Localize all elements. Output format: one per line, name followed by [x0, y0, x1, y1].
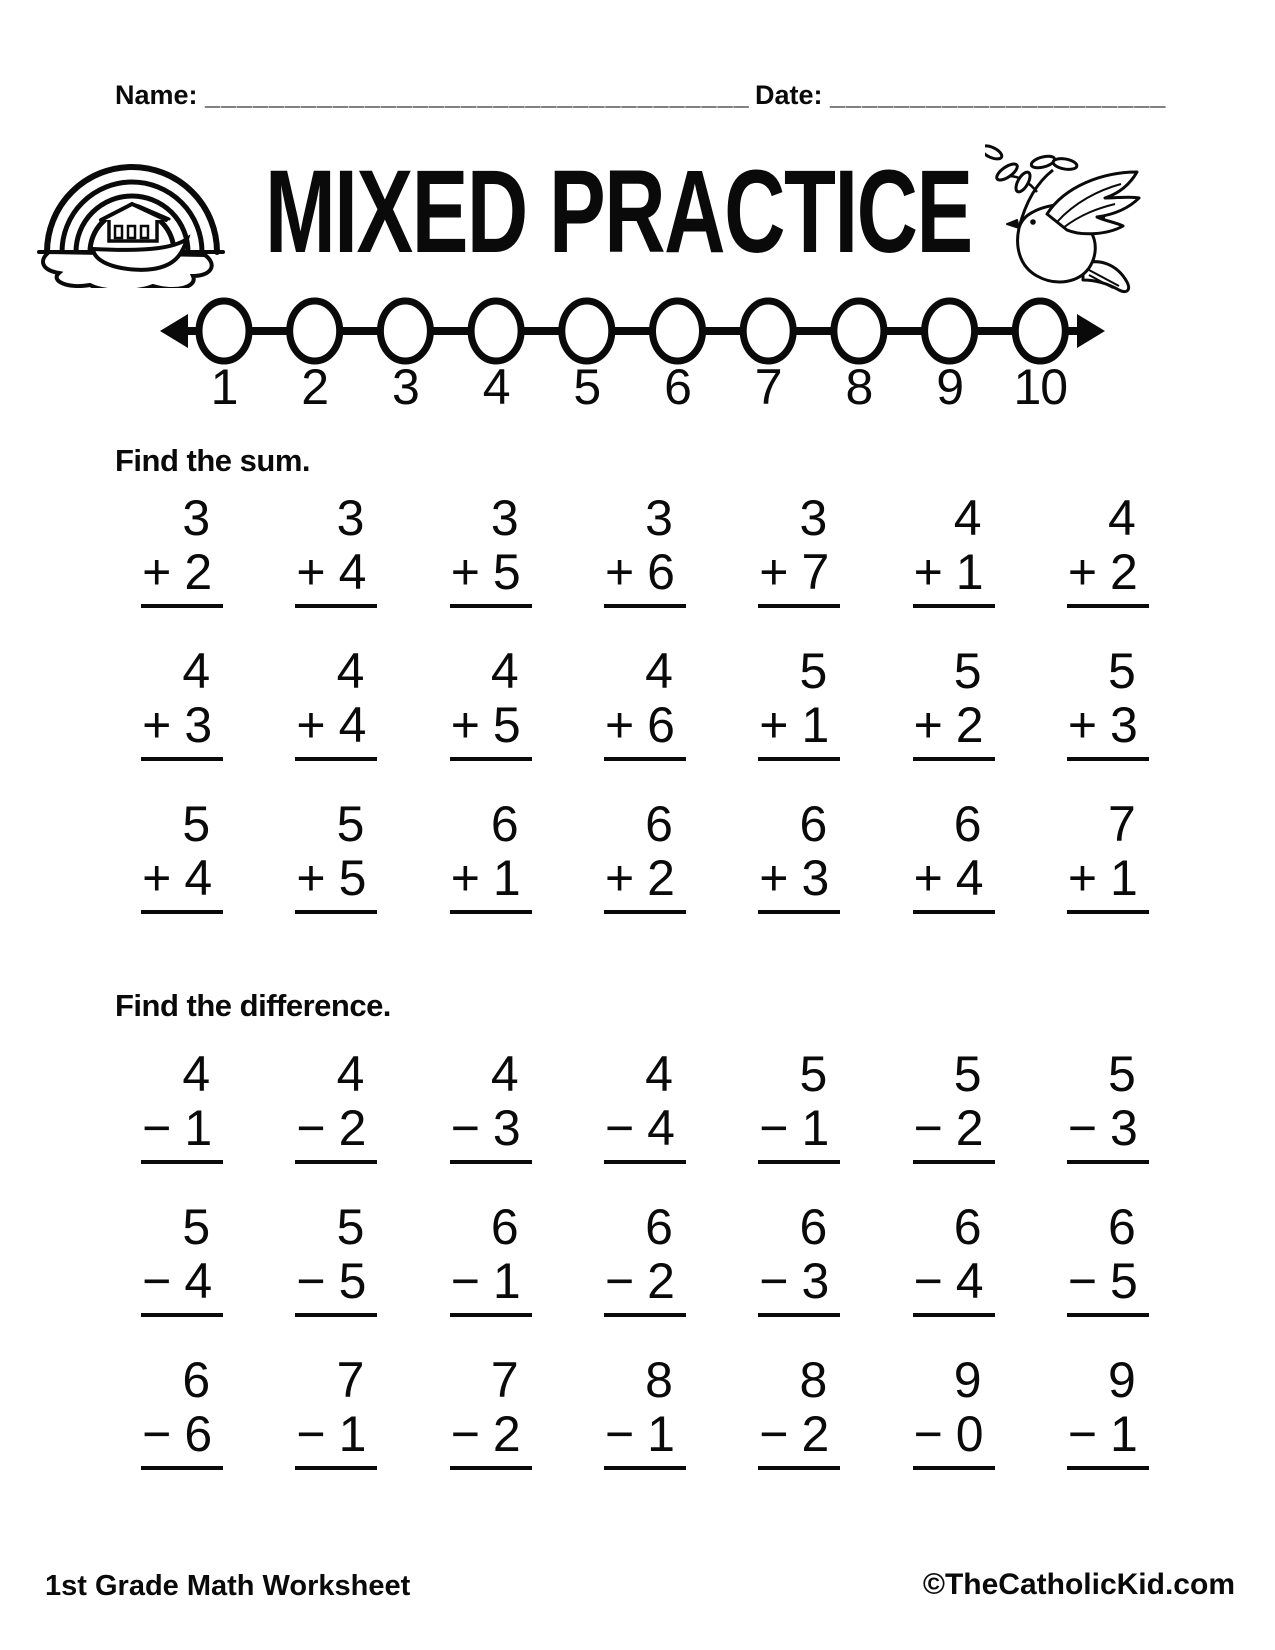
operator-sign: −: [450, 1100, 480, 1156]
answer-line: [604, 1313, 686, 1317]
problem-top-operand: 9: [1108, 1352, 1136, 1408]
number-line: [160, 292, 1105, 422]
problem-top-operand: 5: [799, 1046, 828, 1102]
operator-sign: +: [142, 850, 172, 906]
number-line-label: 10: [1013, 359, 1068, 415]
noahs-ark-rainbow-icon: [35, 146, 227, 288]
operator-sign: +: [913, 850, 943, 906]
math-problem: [1067, 1354, 1149, 1470]
problem-bottom-operand: 4: [955, 1253, 984, 1309]
problem-bottom-operand: 2: [492, 1406, 521, 1462]
math-problem: [758, 492, 840, 608]
answer-line: [141, 910, 223, 914]
answer-line: [1067, 1466, 1149, 1470]
operator-sign: +: [142, 697, 172, 753]
number-line-label: 9: [936, 359, 963, 415]
math-problem: [295, 1354, 377, 1470]
answer-line: [758, 757, 840, 761]
problem-bottom-operand: 5: [492, 697, 521, 753]
answer-line: [1067, 910, 1149, 914]
problem-bottom-operand: 1: [955, 544, 984, 600]
problem-bottom-row: [141, 544, 223, 600]
date-field-row: [755, 80, 1166, 111]
operator-sign: −: [604, 1100, 635, 1156]
problem-bottom-row: [141, 1253, 223, 1309]
number-line-labels: [160, 358, 1105, 418]
problem-bottom-operand: 1: [492, 850, 521, 906]
math-problem: [604, 645, 686, 761]
problem-bottom-row: [1067, 850, 1149, 906]
problem-bottom-row: [913, 697, 995, 753]
problem-bottom-operand: 1: [801, 697, 830, 753]
math-problem: [450, 1354, 532, 1470]
math-problem: [141, 645, 223, 761]
operator-sign: +: [450, 544, 480, 600]
problem-bottom-row: [1067, 1406, 1149, 1462]
operator-sign: +: [759, 544, 789, 600]
operator-sign: +: [913, 544, 943, 600]
problem-bottom-operand: 1: [184, 1100, 213, 1156]
answer-line: [758, 1313, 840, 1317]
problem-top-operand: 6: [645, 796, 673, 852]
math-problem: [604, 492, 686, 608]
number-line-circle: [653, 301, 703, 361]
answer-line: [604, 757, 686, 761]
section-heading-sum: Find the sum.: [115, 443, 310, 478]
math-problem: [1067, 1201, 1149, 1317]
answer-line: [913, 604, 995, 608]
problem-bottom-operand: 4: [647, 1100, 675, 1156]
answer-line: [141, 1313, 223, 1317]
problem-bottom-row: [758, 850, 840, 906]
problem-bottom-operand: 3: [184, 697, 213, 753]
math-problem: [141, 798, 223, 914]
problem-top-operand: 4: [1108, 490, 1136, 546]
name-field-row: [115, 80, 750, 111]
problem-bottom-row: [1067, 544, 1149, 600]
problem-bottom-row: [295, 850, 377, 906]
problem-top-operand: 4: [182, 1046, 211, 1102]
problem-top-operand: 9: [953, 1352, 982, 1408]
problem-bottom-operand: 3: [1110, 697, 1138, 753]
problem-bottom-row: [604, 850, 686, 906]
operator-sign: −: [913, 1253, 943, 1309]
number-line-circle: [925, 301, 975, 361]
answer-line: [913, 1313, 995, 1317]
problem-bottom-operand: 1: [492, 1253, 521, 1309]
answer-line: [604, 910, 686, 914]
answer-line: [1067, 757, 1149, 761]
problem-top-operand: 6: [182, 1352, 211, 1408]
answer-line: [758, 1160, 840, 1164]
problem-top-operand: 4: [953, 490, 982, 546]
problem-top-operand: 4: [182, 643, 211, 699]
problem-bottom-operand: 2: [338, 1100, 367, 1156]
problem-bottom-row: [758, 544, 840, 600]
problem-top-operand: 7: [1108, 796, 1136, 852]
problem-top-operand: 6: [1108, 1199, 1136, 1255]
number-line-circle: [743, 301, 793, 361]
math-problem: [141, 1354, 223, 1470]
operator-sign: −: [759, 1100, 789, 1156]
problem-bottom-operand: 7: [801, 544, 830, 600]
problem-bottom-row: [913, 1406, 995, 1462]
math-problem: [1067, 798, 1149, 914]
math-problem: [913, 1048, 995, 1164]
problem-bottom-row: [913, 1253, 995, 1309]
answer-line: [295, 1466, 377, 1470]
problem-top-operand: 6: [645, 1199, 673, 1255]
date-blank-line: _____________________: [830, 80, 1167, 110]
operator-sign: +: [604, 850, 635, 906]
operator-sign: −: [296, 1100, 326, 1156]
answer-line: [758, 1466, 840, 1470]
problem-top-operand: 4: [336, 1046, 365, 1102]
answer-line: [295, 1313, 377, 1317]
number-line-label: 3: [391, 359, 419, 415]
math-problem: [450, 1048, 532, 1164]
problem-bottom-operand: 2: [1110, 544, 1138, 600]
problem-top-operand: 6: [490, 1199, 519, 1255]
answer-line: [450, 1466, 532, 1470]
problem-bottom-operand: 4: [338, 544, 367, 600]
problem-bottom-row: [450, 1406, 532, 1462]
answer-line: [1067, 1313, 1149, 1317]
problem-bottom-operand: 6: [647, 544, 675, 600]
operator-sign: +: [142, 544, 172, 600]
math-problem: [450, 492, 532, 608]
answer-line: [913, 910, 995, 914]
problem-top-operand: 4: [645, 1046, 673, 1102]
math-problem: [295, 798, 377, 914]
operator-sign: −: [142, 1253, 172, 1309]
problem-top-operand: 5: [182, 1199, 211, 1255]
footer-worksheet-label: 1st Grade Math Worksheet: [45, 1570, 411, 1602]
problem-bottom-operand: 3: [492, 1100, 521, 1156]
problem-top-operand: 6: [799, 796, 828, 852]
answer-line: [604, 1466, 686, 1470]
problem-bottom-operand: 1: [338, 1406, 367, 1462]
answer-line: [604, 604, 686, 608]
operator-sign: −: [296, 1253, 326, 1309]
operator-sign: +: [604, 697, 635, 753]
problem-bottom-row: [295, 544, 377, 600]
problem-bottom-row: [913, 850, 995, 906]
answer-line: [604, 1160, 686, 1164]
problem-top-operand: 5: [953, 643, 982, 699]
problem-bottom-operand: 2: [801, 1406, 830, 1462]
dove-olive-branch-icon: [985, 142, 1150, 297]
problem-bottom-row: [295, 697, 377, 753]
math-problem: [450, 645, 532, 761]
problem-bottom-operand: 5: [492, 544, 521, 600]
operator-sign: −: [450, 1253, 480, 1309]
operator-sign: +: [296, 697, 326, 753]
problem-bottom-row: [1067, 1100, 1149, 1156]
math-problem: [758, 1201, 840, 1317]
operator-sign: +: [296, 850, 326, 906]
answer-line: [450, 1313, 532, 1317]
number-line-circle: [380, 301, 430, 361]
math-problem: [1067, 1048, 1149, 1164]
math-problem: [141, 492, 223, 608]
answer-line: [913, 1160, 995, 1164]
problem-bottom-row: [1067, 1253, 1149, 1309]
problem-bottom-operand: 2: [184, 544, 213, 600]
math-problem: [295, 492, 377, 608]
math-problem: [1067, 645, 1149, 761]
operator-sign: −: [913, 1100, 943, 1156]
problem-top-operand: 4: [336, 643, 365, 699]
problem-bottom-operand: 4: [184, 1253, 213, 1309]
section-heading-difference: Find the difference.: [115, 988, 391, 1023]
operator-sign: −: [1067, 1100, 1098, 1156]
problem-bottom-operand: 3: [801, 850, 830, 906]
problem-bottom-row: [141, 697, 223, 753]
answer-line: [758, 604, 840, 608]
operator-sign: −: [142, 1100, 172, 1156]
problem-top-operand: 3: [799, 490, 828, 546]
problem-bottom-row: [141, 850, 223, 906]
math-problem: [141, 1201, 223, 1317]
problem-bottom-row: [450, 1253, 532, 1309]
number-line-label: 5: [573, 359, 601, 415]
name-label: Name:: [115, 80, 198, 110]
answer-line: [450, 757, 532, 761]
sum-problems-grid: [105, 492, 1185, 914]
math-problem: [913, 492, 995, 608]
number-line-circle: [834, 301, 884, 361]
answer-line: [913, 1466, 995, 1470]
problem-top-operand: 4: [645, 643, 673, 699]
problem-bottom-operand: 6: [184, 1406, 213, 1462]
problem-bottom-operand: 2: [955, 1100, 984, 1156]
problem-bottom-operand: 3: [801, 1253, 830, 1309]
answer-line: [450, 1160, 532, 1164]
problem-bottom-row: [604, 1406, 686, 1462]
number-line-label: 6: [664, 359, 691, 415]
problem-bottom-operand: 4: [184, 850, 213, 906]
problem-bottom-operand: 4: [955, 850, 984, 906]
operator-sign: +: [913, 697, 943, 753]
problem-bottom-operand: 6: [647, 697, 675, 753]
problem-top-operand: 5: [336, 796, 365, 852]
operator-sign: −: [296, 1406, 326, 1462]
problem-bottom-row: [604, 544, 686, 600]
difference-problems-grid: [105, 1048, 1185, 1470]
problem-top-operand: 4: [490, 643, 519, 699]
answer-line: [450, 604, 532, 608]
answer-line: [450, 910, 532, 914]
answer-line: [141, 604, 223, 608]
math-problem: [450, 798, 532, 914]
problem-bottom-row: [450, 544, 532, 600]
number-line-label: 7: [754, 359, 782, 415]
math-problem: [604, 1201, 686, 1317]
problem-bottom-row: [913, 1100, 995, 1156]
problem-bottom-operand: 1: [801, 1100, 830, 1156]
problem-top-operand: 5: [953, 1046, 982, 1102]
problem-bottom-row: [758, 697, 840, 753]
problem-top-operand: 7: [336, 1352, 365, 1408]
problem-top-operand: 3: [182, 490, 211, 546]
problem-bottom-row: [758, 1406, 840, 1462]
problem-bottom-operand: 2: [955, 697, 984, 753]
answer-line: [295, 757, 377, 761]
answer-line: [1067, 1160, 1149, 1164]
math-problem: [450, 1201, 532, 1317]
problem-top-operand: 5: [336, 1199, 365, 1255]
problem-bottom-operand: 4: [338, 697, 367, 753]
operator-sign: +: [759, 850, 789, 906]
problem-bottom-operand: 5: [338, 1253, 367, 1309]
operator-sign: −: [604, 1253, 635, 1309]
problem-bottom-operand: 5: [1110, 1253, 1138, 1309]
problem-top-operand: 4: [490, 1046, 519, 1102]
math-problem: [758, 1048, 840, 1164]
problem-top-operand: 6: [953, 796, 982, 852]
problem-top-operand: 3: [490, 490, 519, 546]
number-line-circle: [562, 301, 612, 361]
answer-line: [141, 1466, 223, 1470]
problem-top-operand: 3: [645, 490, 673, 546]
operator-sign: −: [604, 1406, 635, 1462]
math-problem: [295, 1201, 377, 1317]
problem-top-operand: 5: [1108, 643, 1136, 699]
problem-top-operand: 5: [1108, 1046, 1136, 1102]
problem-bottom-row: [295, 1406, 377, 1462]
math-problem: [913, 645, 995, 761]
problem-bottom-row: [758, 1100, 840, 1156]
answer-line: [913, 757, 995, 761]
problem-top-operand: 5: [799, 643, 828, 699]
problem-top-operand: 5: [182, 796, 211, 852]
answer-line: [1067, 604, 1149, 608]
math-problem: [604, 1354, 686, 1470]
math-problem: [758, 645, 840, 761]
problem-bottom-row: [295, 1253, 377, 1309]
operator-sign: +: [450, 697, 480, 753]
date-label: Date:: [755, 80, 823, 110]
problem-bottom-operand: 0: [955, 1406, 984, 1462]
number-line-label: 2: [301, 359, 329, 415]
operator-sign: +: [604, 544, 635, 600]
problem-bottom-operand: 1: [647, 1406, 675, 1462]
operator-sign: −: [450, 1406, 480, 1462]
number-line-circle: [199, 301, 249, 361]
problem-bottom-row: [604, 1100, 686, 1156]
answer-line: [141, 1160, 223, 1164]
problem-bottom-row: [604, 697, 686, 753]
problem-bottom-row: [604, 1253, 686, 1309]
problem-bottom-row: [450, 697, 532, 753]
problem-bottom-operand: 1: [1110, 1406, 1138, 1462]
problem-bottom-operand: 1: [1110, 850, 1138, 906]
number-line-circle: [1015, 301, 1065, 361]
problem-bottom-operand: 2: [647, 850, 675, 906]
problem-bottom-row: [913, 544, 995, 600]
math-problem: [913, 1354, 995, 1470]
problem-top-operand: 6: [799, 1199, 828, 1255]
operator-sign: −: [1067, 1253, 1098, 1309]
math-problem: [295, 645, 377, 761]
math-problem: [758, 798, 840, 914]
math-problem: [758, 1354, 840, 1470]
math-problem: [1067, 492, 1149, 608]
operator-sign: −: [913, 1406, 943, 1462]
answer-line: [295, 910, 377, 914]
problem-top-operand: 7: [490, 1352, 519, 1408]
problem-bottom-operand: 2: [647, 1253, 675, 1309]
problem-top-operand: 6: [490, 796, 519, 852]
operator-sign: +: [1067, 850, 1098, 906]
operator-sign: +: [1067, 544, 1098, 600]
math-problem: [604, 798, 686, 914]
math-problem: [295, 1048, 377, 1164]
operator-sign: −: [759, 1406, 789, 1462]
operator-sign: −: [1067, 1406, 1098, 1462]
problem-top-operand: 3: [336, 490, 365, 546]
math-problem: [913, 1201, 995, 1317]
number-line-circle: [471, 301, 521, 361]
operator-sign: +: [296, 544, 326, 600]
number-line-label: 1: [210, 359, 238, 415]
number-line-circle: [290, 301, 340, 361]
footer-copyright: ©TheCatholicKid.com: [922, 1568, 1235, 1601]
name-blank-line: __________________________________: [205, 80, 750, 110]
math-problem: [604, 1048, 686, 1164]
answer-line: [295, 1160, 377, 1164]
answer-line: [295, 604, 377, 608]
problem-bottom-row: [450, 850, 532, 906]
problem-bottom-row: [141, 1100, 223, 1156]
problem-bottom-operand: 3: [1110, 1100, 1138, 1156]
problem-top-operand: 8: [799, 1352, 828, 1408]
problem-top-operand: 6: [953, 1199, 982, 1255]
problem-bottom-row: [450, 1100, 532, 1156]
problem-top-operand: 8: [645, 1352, 673, 1408]
math-problem: [141, 1048, 223, 1164]
operator-sign: +: [759, 697, 789, 753]
operator-sign: +: [1067, 697, 1098, 753]
math-problem: [913, 798, 995, 914]
number-line-label: 8: [845, 359, 873, 415]
answer-line: [758, 910, 840, 914]
operator-sign: −: [759, 1253, 789, 1309]
page-title: MIXED PRACTICE: [264, 146, 972, 278]
number-line-label: 4: [482, 359, 510, 415]
problem-bottom-row: [295, 1100, 377, 1156]
answer-line: [141, 757, 223, 761]
operator-sign: −: [142, 1406, 172, 1462]
problem-bottom-operand: 5: [338, 850, 367, 906]
problem-bottom-row: [758, 1253, 840, 1309]
problem-bottom-row: [141, 1406, 223, 1462]
problem-bottom-row: [1067, 697, 1149, 753]
operator-sign: +: [450, 850, 480, 906]
